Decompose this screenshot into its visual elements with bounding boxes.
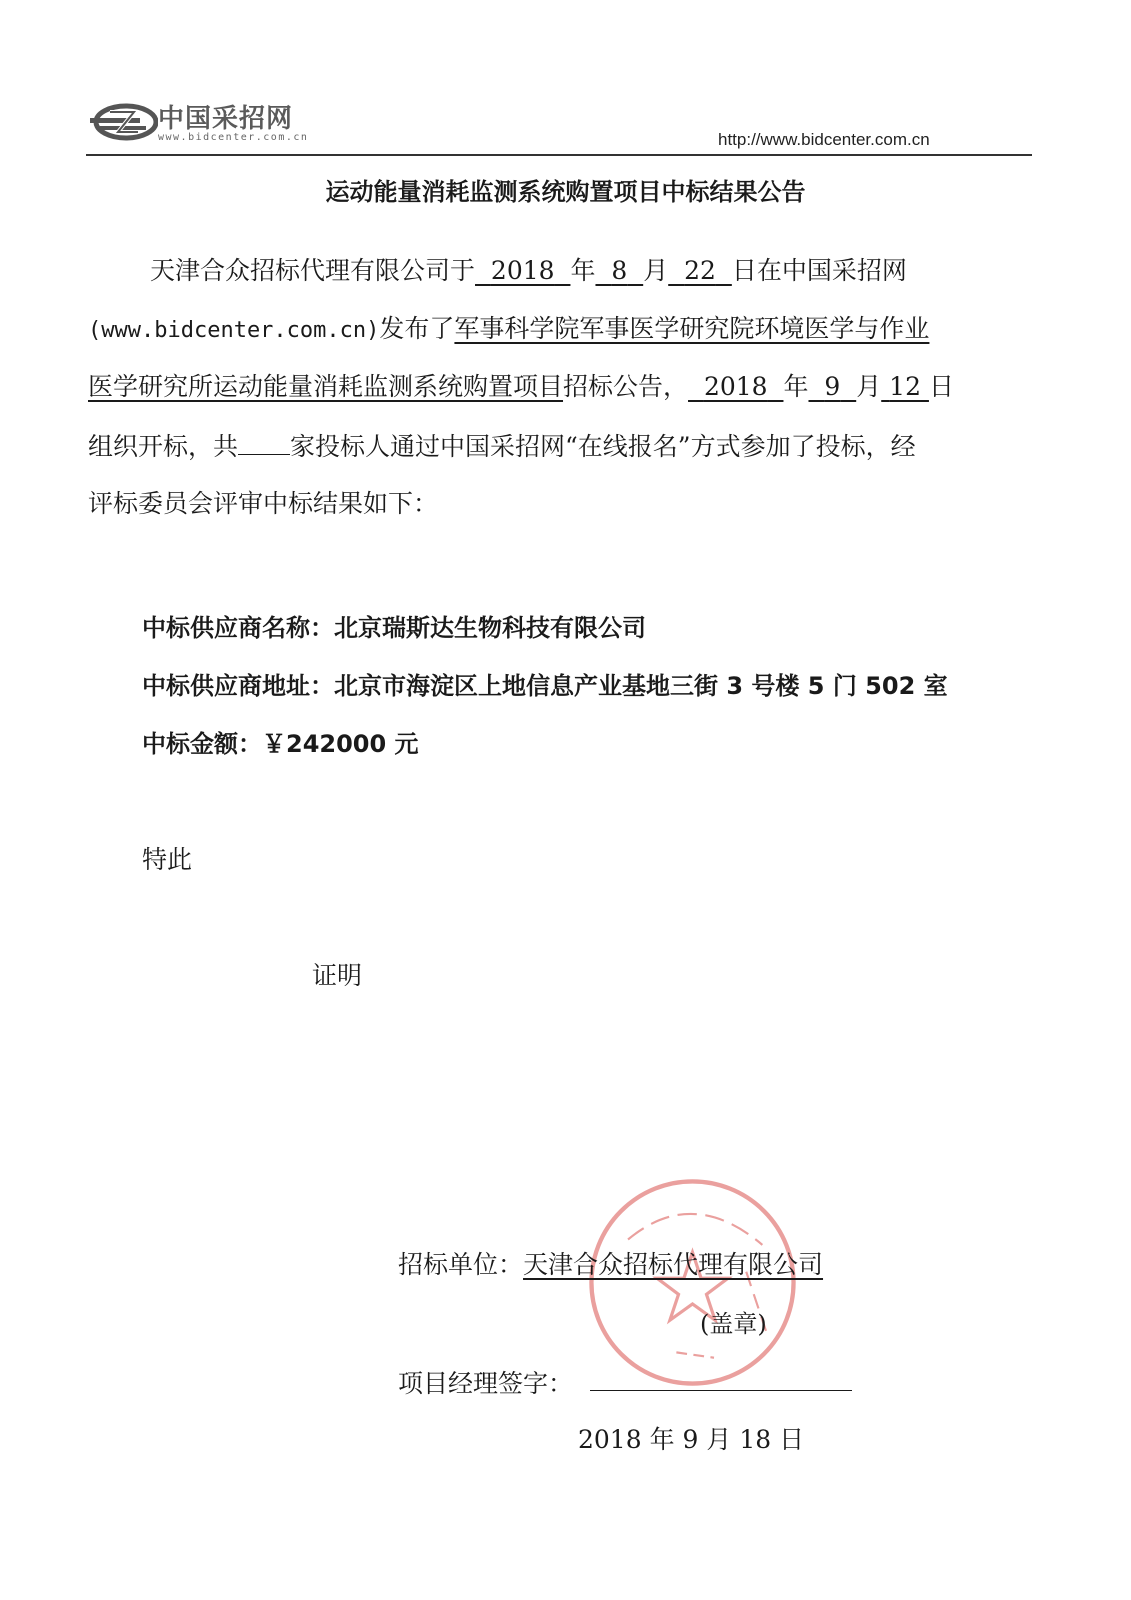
bidders-text: 家投标人通过中国采招网“在线报名”方式参加了投标，经 bbox=[290, 432, 916, 461]
project-name-part-2: 医学研究所运动能量消耗监测系统购置项目 bbox=[88, 372, 564, 401]
open-month: 9 bbox=[824, 372, 841, 401]
closing-proof: 证明 bbox=[312, 961, 363, 990]
opening-label: 组织开标，共 bbox=[88, 432, 239, 461]
publish-year: 2018 bbox=[490, 256, 555, 285]
body-line-4 bbox=[88, 428, 916, 464]
body-line-5: 评标委员会评审中标结果如下： bbox=[88, 489, 439, 518]
logo-subtitle: www.bidcenter.com.cn bbox=[158, 132, 309, 143]
project-name-part-1: 军事科学院军事医学研究院环境医学与作业 bbox=[454, 314, 930, 343]
closing-special: 特此 bbox=[142, 845, 193, 874]
body-line-1 bbox=[150, 254, 907, 288]
tender-unit bbox=[398, 1245, 823, 1281]
body-line-3 bbox=[88, 370, 954, 404]
document-title: 运动能量消耗监测系统购置项目中标结果公告 bbox=[325, 178, 806, 206]
winning-supplier-address: 中标供应商地址：北京市海淀区上地信息产业基地三街 3 号楼 5 门 502 室 bbox=[142, 672, 948, 700]
signature-line bbox=[590, 1390, 852, 1391]
year-label: 年 bbox=[570, 256, 596, 285]
publish-day: 22 bbox=[684, 256, 716, 285]
bidcenter-logo-icon bbox=[88, 98, 158, 148]
bidder-count-blank bbox=[238, 428, 290, 455]
agency-intro: 天津合众招标代理有限公司于 bbox=[150, 256, 476, 285]
open-year: 2018 bbox=[703, 372, 768, 401]
day-label: 日在中国采招网 bbox=[731, 256, 907, 285]
site-url: http://www.bidcenter.com.cn bbox=[718, 130, 930, 149]
tender-notice-label: 招标公告， bbox=[563, 372, 689, 401]
day-label: 日 bbox=[928, 372, 954, 401]
publish-month: 8 bbox=[611, 256, 628, 285]
body-line-2 bbox=[88, 312, 929, 348]
logo-text: 中国采招网 bbox=[158, 104, 294, 134]
year-label: 年 bbox=[783, 372, 809, 401]
company-seal-icon bbox=[585, 1175, 800, 1390]
open-day: 12 bbox=[889, 372, 921, 401]
published-label: 发布了 bbox=[379, 314, 455, 343]
tender-unit-label: 招标单位： bbox=[398, 1250, 524, 1279]
signature-date: 2018 年 9 月 18 日 bbox=[578, 1425, 805, 1454]
month-label: 月 bbox=[856, 372, 882, 401]
winning-bid-amount: 中标金额：￥242000 元 bbox=[142, 730, 419, 758]
seal-note: (盖章) bbox=[700, 1310, 767, 1338]
website-paren: (www.bidcenter.com.cn) bbox=[88, 318, 380, 343]
manager-signature-label: 项目经理签字： bbox=[398, 1369, 574, 1398]
month-label: 月 bbox=[643, 256, 669, 285]
header-divider bbox=[86, 154, 1032, 156]
tender-unit-name: 天津合众招标代理有限公司 bbox=[523, 1250, 824, 1279]
winning-supplier-name: 中标供应商名称：北京瑞斯达生物科技有限公司 bbox=[142, 614, 646, 642]
